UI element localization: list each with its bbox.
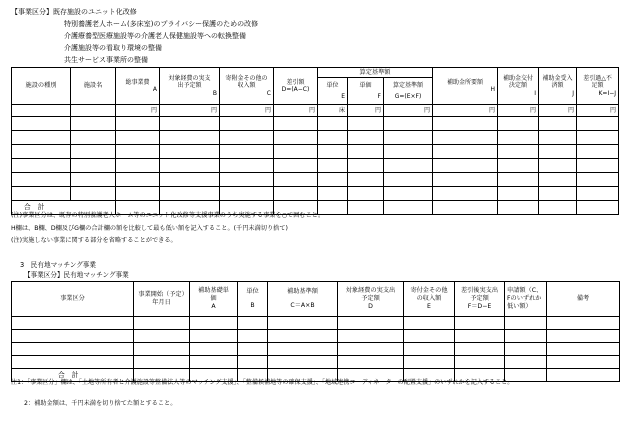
table-row (12, 173, 619, 187)
header-donation-label: 寄附金その他の収入額 (225, 74, 268, 90)
letter-i: I (534, 89, 537, 97)
header-balance (274, 68, 318, 105)
letter2-d: D (368, 302, 373, 310)
letter2-e: E (427, 302, 431, 310)
header-tanka (348, 78, 384, 105)
header-balance-label: 差引額 (286, 78, 305, 86)
letter-c: C (266, 89, 271, 97)
letter-j: J (572, 89, 575, 97)
header-tani-2 (238, 282, 268, 317)
note-1-1: (注)事業区分は、既存の特別養護老人ホーム等のユニット化改修等支援事業のうち実施する事業を○で囲むこと。 (11, 212, 325, 219)
table-matching (11, 281, 620, 382)
header-target-cost-2-label: 対象経費の実支出予定額 (345, 287, 396, 303)
header-kijun-amount-label: 算定基準額 (393, 81, 424, 89)
header-tanka-label: 単価 (359, 81, 372, 89)
header-required (433, 68, 498, 105)
header-kijun-tanka-label: 補助基礎単価 (198, 287, 229, 303)
header-kabusoku (577, 68, 619, 105)
table-row (12, 330, 620, 343)
header-remarks: 備考 (547, 282, 620, 317)
header-kijun-gaku-label: 補助基準額 (287, 288, 318, 296)
total-label: 合 計 (12, 201, 116, 215)
table-facility-costs (11, 67, 619, 215)
letter2-b: B (250, 302, 255, 309)
intro-line-3: 介護療養型医療施設等の介護老人保健施設等への転換整備 (64, 32, 246, 40)
note-1-3: (注)実施しない事業に関する部分を省略することができる。 (11, 237, 177, 244)
unit-i: 円 (498, 105, 539, 117)
header-target-cost (160, 68, 220, 105)
header-name: 施設名 (71, 68, 116, 105)
note-1-2: H欄は、B欄、D欄及びG欄の合計欄の額を比較して最も低い額を記入すること。(千円未満切り捨て) (11, 225, 288, 232)
table-row (12, 159, 619, 173)
letter-d: D=(A−C) (281, 86, 310, 93)
header-kijun-group: 算定基準額 (318, 68, 433, 78)
unit-f: 円 (348, 105, 384, 117)
unit-a: 円 (116, 105, 160, 117)
unit-c: 円 (220, 105, 274, 117)
header-kettei-label: 補助金交付決定額 (503, 74, 534, 90)
letter-k: K=I−J (598, 89, 617, 97)
section-3-subtitle: 【事業区分】民有地マッチング事業 (24, 271, 129, 279)
table-row (12, 145, 619, 159)
intro-line-4: 介護施設等の看取り環境の整備 (64, 44, 162, 52)
header-kijun-amount (384, 78, 433, 105)
header-required-label: 補助金所要額 (447, 78, 484, 86)
header-tani-2-label: 単位 (246, 288, 259, 296)
letter-g: G=(E×F) (394, 93, 422, 100)
unit-k: 円 (577, 105, 619, 117)
table-row (12, 317, 620, 330)
letter-f: F (377, 93, 381, 100)
header-donation (220, 68, 274, 105)
unit-e: 床 (318, 105, 348, 117)
header-kijun-gaku (268, 282, 338, 317)
header-start: 事業開始（予定）年月日 (134, 282, 190, 317)
header-balance-2 (455, 282, 505, 317)
header-total-cost-label: 総事業費 (125, 78, 150, 86)
header-kubun: 事業区分 (12, 282, 134, 317)
note-2-2: 2：補助金額は、千円未満を切り捨てた額とすること。 (24, 400, 177, 407)
header-kabusoku-label: 差引過△不足額 (583, 74, 612, 90)
header-kettei (498, 68, 539, 105)
header-kijun-tanka (190, 282, 238, 317)
header-balance-2-label: 差引後実支出予定額 (460, 287, 499, 303)
letter-h: H (490, 86, 496, 93)
table-row (12, 131, 619, 145)
header-target-cost-2 (338, 282, 404, 317)
table-row (12, 117, 619, 131)
letter2-f: F＝D−E (467, 302, 492, 310)
total-label-2: 合 計 (12, 369, 134, 382)
letter-b: B (212, 89, 217, 97)
header-juryo-label: 補助金受入済額 (542, 74, 573, 90)
intro-line-2: 特別養護老人ホーム(多床室)のプライバシー保護のための改修 (64, 20, 259, 28)
header-request: 申請額（C、Fのいずれか低い額） (505, 282, 547, 317)
header-donation-2 (404, 282, 455, 317)
table-row (12, 356, 620, 369)
header-total-cost (116, 68, 160, 105)
note-2-1: 注1：「事業区分」欄は、「土地等所有者と介護施設等整備法人等のマッチング支援」、「整備候補地等の確保支援」、「地域連携コーディネーターの配置支援」のいずれかを記入すること。 (11, 379, 514, 386)
units-row (12, 105, 619, 117)
unit-b: 円 (160, 105, 220, 117)
header-tani (318, 78, 348, 105)
unit-h: 円 (433, 105, 498, 117)
intro-line-1: 【事業区分】既存施設のユニット化改修 (11, 8, 137, 16)
header-shubetsu: 施設の種別 (12, 68, 71, 105)
unit-j: 円 (539, 105, 577, 117)
unit-g: 円 (384, 105, 433, 117)
letter2-c: C＝A×B (290, 302, 315, 309)
letter-e: E (341, 93, 345, 100)
intro-line-5: 共生サービス事業所の整備 (64, 56, 148, 64)
section-3-title: 3 民有地マッチング事業 (20, 261, 96, 269)
letter-a: A (152, 86, 157, 93)
table-row (12, 187, 619, 201)
header-donation-2-label: 寄付金その他の収入額 (410, 287, 448, 303)
header-target-cost-label: 対象経費の実支出予定額 (168, 74, 211, 90)
unit-cell-empty-1 (12, 105, 71, 117)
header-juryo (539, 68, 577, 105)
letter2-a: A (211, 302, 216, 310)
unit-cell-empty-2 (71, 105, 116, 117)
header-tani-label: 単位 (326, 81, 339, 89)
table-row (12, 343, 620, 356)
unit-d: 円 (274, 105, 318, 117)
